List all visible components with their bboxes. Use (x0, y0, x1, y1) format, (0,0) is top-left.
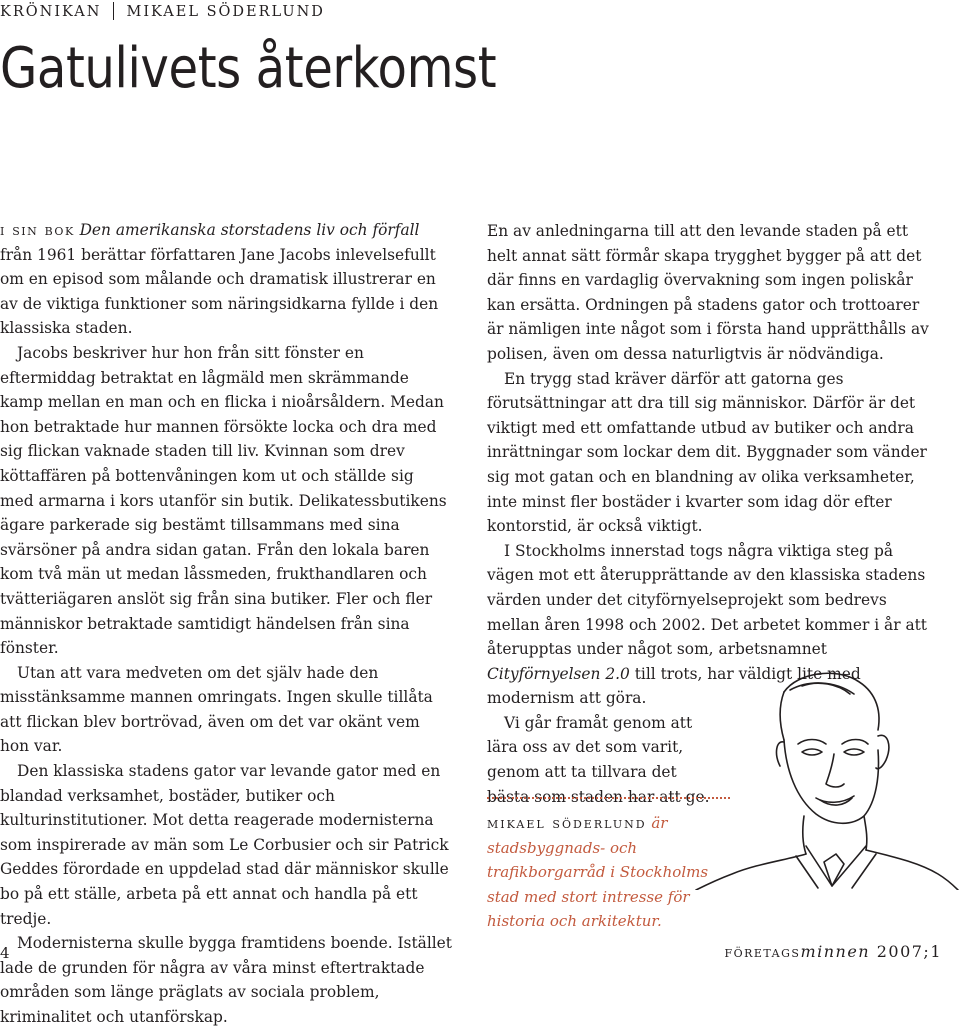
publication-name-b: minnen (800, 942, 871, 961)
byline-name: mikael söderlund (487, 814, 647, 832)
lead-rest: från 1961 berättar författaren Jane Jacobs inlevelsefullt om en episod som målande och dramatisk illustrerar en av de viktiga funktioner som näringsidkarna fyllde i den klassiska staden. (0, 245, 439, 338)
p3-after: till trots, har väldigt lite med modernism att göra. (487, 664, 861, 708)
publication-footer (724, 942, 942, 961)
section-label: KRÖNIKAN (0, 4, 102, 20)
byline-divider (487, 797, 730, 799)
closing-paragraph: Vi går framåt genom att lära oss av det som varit, genom att ta tillvara det bästa som staden har att ge. (487, 713, 710, 806)
paragraph: Jacobs beskriver hur hon från sitt fönster en eftermiddag betraktat en lågmäld men skrämmande kamp mellan en man och en flicka i nioårsåldern. Medan hon betraktade hur mannen försökte locka och dra med sig flickan vaknade staden till liv. Kvinnan som drev köttaffären på bottenvåningen kom ut och ställde sig med armarna i kors utanför sin butik. Delikatessbutikens ägare parkerade sig bestämt tillsammans med sina svärsöner på andra sidan gatan. Från den lokala baren kom två män ut medan låssmeden, frukthandlaren och tvätteriägaren anslöt sig från sina butiker. Fler och fler människor betraktade samtidigt händelsen från sina fönster. (0, 343, 447, 658)
issue-number: 2007;1 (876, 942, 942, 961)
kicker (0, 2, 325, 20)
paragraph: Utan att vara medveten om det själv hade den misstänksamme mannen omringats. Ingen skulle tillåta att flickan blev bortrövad, även om det var okänt vem hon var. (0, 663, 433, 756)
kicker-divider (113, 2, 114, 20)
headline: Gatulivets återkomst (0, 36, 497, 101)
left-column (0, 218, 452, 1030)
kicker-author: MIKAEL SÖDERLUND (126, 4, 325, 20)
paragraph: En trygg stad kräver därför att gatorna ges förutsättningar att dra till sig människor. Därför är det viktigt med ett omfattande utbud av butiker och andra inrättningar som lockar dem dit. Byggnader som vänder sig mot gatan och en blandning av olika verksamheter, inte minst fler bostäder i kvarter som idag dör efter kontorstid, är också viktigt. (487, 369, 927, 536)
page-number: 4 (0, 944, 10, 962)
byline-text: är stadsbyggnads- och trafikborgarråd i Stockholms stad med stort intresse för historia och arkitektur. (487, 814, 709, 931)
paragraph: Modernisterna skulle bygga framtidens boende. Istället lade de grunden för några av våra minst eftertraktade områden som länge präglats av sociala problem, kriminalitet och utanförskap. (0, 934, 452, 1026)
paragraph-lead (0, 218, 452, 341)
author-byline (487, 811, 727, 934)
lead-smallcaps: i sin bok (0, 221, 75, 239)
book-title: Den amerikanska storstadens liv och förfall (79, 221, 420, 239)
publication-name-a: företags (724, 942, 801, 961)
project-name: Cityförnyelsen 2.0 (487, 664, 630, 683)
author-portrait-illustration (686, 650, 960, 890)
paragraph: En av anledningarna till att den levande staden på ett helt annat sätt förmår skapa trygghet bygger på att det där finns en vardaglig övervakning som ingen poliskår kan ersätta. Ordningen på stadens gator och trottoarer är nämligen inte något som i första hand upprätthålls av polisen, även om dessa naturligtvis är nödvändiga. (487, 222, 929, 363)
paragraph: Den klassiska stadens gator var levande gator med en blandad verksamhet, bostäder, butiker och kulturinstitutioner. Mot detta reagerade modernisterna som inspirerade av män som Le Corbusier och sir Patrick Geddes förordade en uppdelad stad där människor skulle bo på ett ställe, arbeta på ett annat och handla på ett tredje. (0, 762, 449, 928)
p3-before: I Stockholms innerstad togs några viktiga steg på vägen mot ett återupprättande av den klassiska stadens värden under det cityförnyelseprojekt som bedrevs mellan åren 1998 och 2002. Det arbetet kommer i år att återupptas under något som, arbetsnamnet (487, 541, 927, 659)
